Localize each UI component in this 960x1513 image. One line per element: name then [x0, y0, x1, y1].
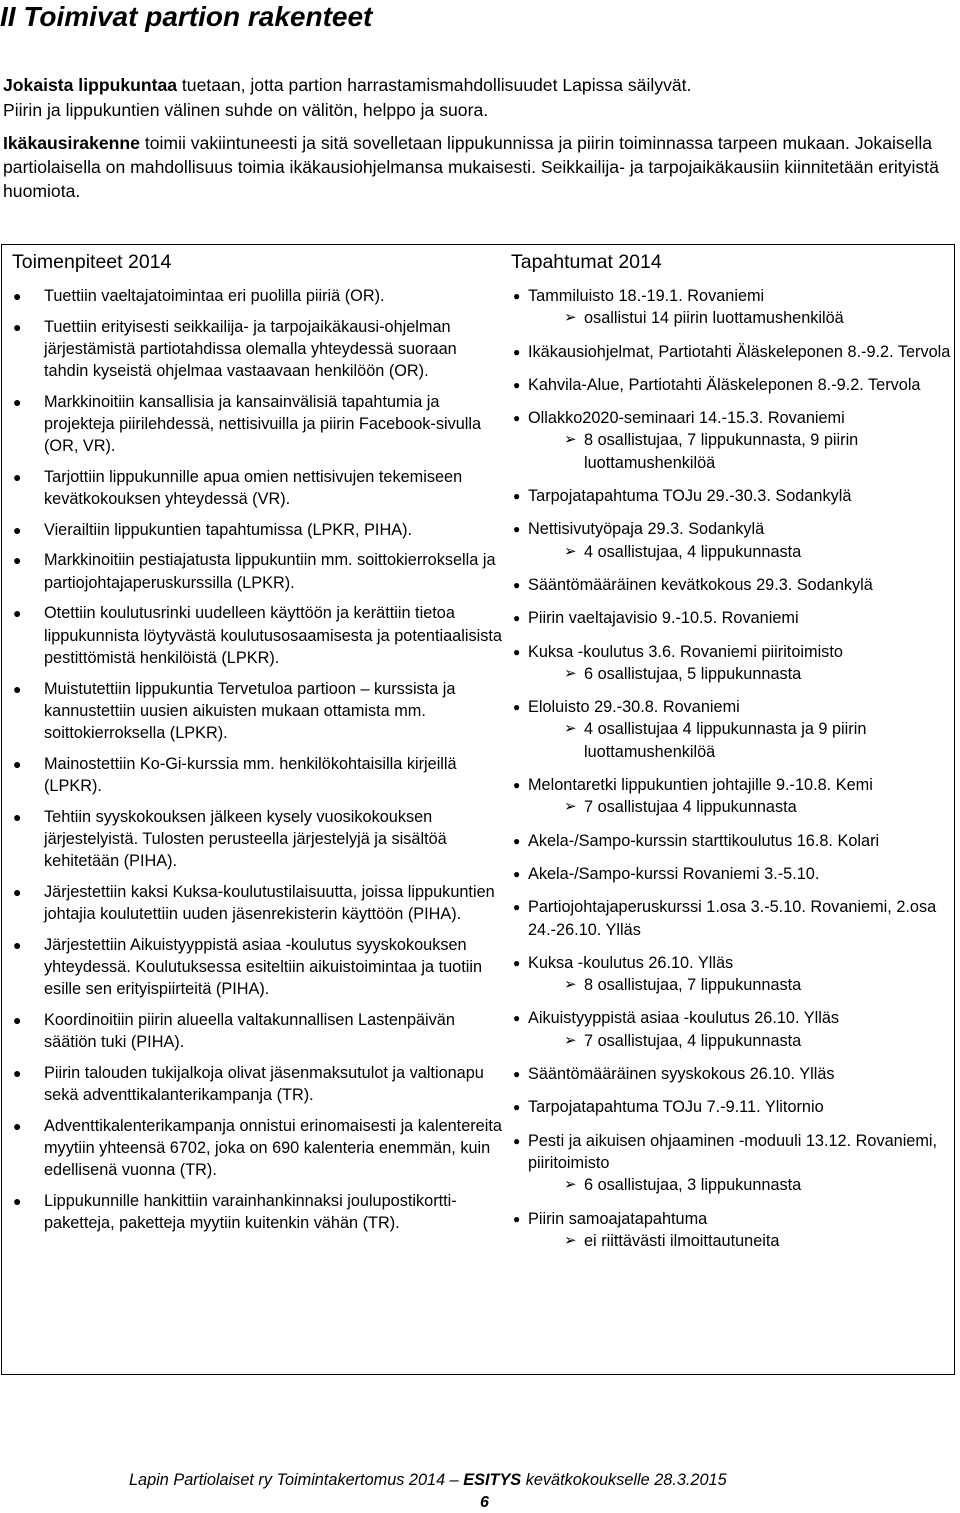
footer-bold: ESITYS [463, 1471, 522, 1489]
bullet-icon: ● [13, 1117, 22, 1134]
event-subitem [528, 541, 958, 563]
bullet-icon: ● [13, 605, 22, 622]
bullet-icon: ● [513, 1211, 521, 1226]
bullet-icon: ● [13, 318, 22, 335]
measure-item [13, 1115, 503, 1182]
event-subitem [528, 974, 958, 996]
event-item [513, 863, 958, 885]
event-item [513, 1096, 958, 1118]
event-text: Nettisivutyöpaja 29.3. Sodankylä [528, 520, 765, 539]
bullet-icon: ● [13, 936, 22, 953]
event-text: Tarpojatapahtuma TOJu 29.-30.3. Sodankylä [528, 487, 852, 506]
measure-text: Lippukunnille hankittiin varainhankinnaksi joulupostikortti-paketteja, paketteja myytiin kuitenkin vähän (TR). [44, 1191, 457, 1233]
event-item [513, 374, 958, 396]
arrow-bullet-icon: ➢ [564, 542, 577, 560]
event-item [513, 407, 958, 474]
event-subitem [528, 429, 958, 474]
bullet-icon: ● [513, 489, 521, 504]
event-text: Kuksa -koulutus 3.6. Rovaniemi piiritoimisto [528, 642, 843, 661]
measure-text: Muistutettiin lippukuntia Tervetuloa partioon – kurssista ja kannustettiin uusien aikuisten mukaan ottamista mm. soittokierroksella (LPKR). [44, 679, 456, 743]
measure-text: Piirin talouden tukijalkoja olivat jäsenmaksutulot ja valtionapu sekä adventtikalanterikampanja (TR). [44, 1063, 484, 1105]
event-subitem [528, 1230, 958, 1252]
measure-item [13, 549, 503, 594]
event-item [513, 607, 958, 629]
arrow-bullet-icon: ➢ [564, 1031, 577, 1049]
page-title: II Toimivat partion rakenteet [0, 1, 373, 32]
event-text: Akela-/Sampo-kurssi Rovaniemi 3.-5.10. [528, 864, 820, 883]
bullet-icon: ● [513, 778, 521, 793]
bullet-icon: ● [13, 680, 22, 697]
measure-text: Koordinoitiin piirin alueella valtakunnallisen Lastenpäivän säätiön tuki (PIHA). [44, 1010, 455, 1052]
event-text: Sääntömääräinen kevätkokous 29.3. Sodankylä [528, 575, 873, 594]
measure-item [13, 1062, 503, 1107]
measure-text: Järjestettiin kaksi Kuksa-koulutustilaisuutta, joissa lippukuntien johtajia koulutettiin uuden jäsenrekisterin käyttöön (PIHA). [44, 882, 495, 924]
event-item [513, 830, 958, 852]
measure-item [13, 881, 503, 926]
bullet-icon: ● [13, 1064, 22, 1081]
measure-text: Tuettiin erityisesti seikkailija- ja tarpojaikäkausi-ohjelman järjestämistä partiotahdissa olemalla yhteydessä suoraan tahdin kyseistä ohjelmaa vastaavaan henkilöön (OR). [44, 317, 457, 381]
arrow-bullet-icon: ➢ [564, 1231, 577, 1249]
event-text: Partiojohtajaperuskurssi 1.osa 3.-5.10. Rovaniemi, 2.osa 24.-26.10. Ylläs [528, 898, 937, 939]
event-text: Piirin samoajatapahtuma [528, 1209, 708, 1228]
measure-text: Tuettiin vaeltajatoimintaa eri puolilla piiriä (OR). [44, 287, 385, 305]
measures-list [13, 285, 503, 1243]
event-text: Melontaretki lippukuntien johtajille 9.-10.8. Kemi [528, 776, 873, 795]
bullet-icon: ● [13, 393, 22, 410]
bullet-icon: ● [13, 755, 22, 772]
footer [129, 1469, 727, 1491]
event-item [513, 341, 958, 363]
event-subitem [528, 1030, 958, 1052]
bullet-icon: ● [513, 900, 521, 915]
arrow-bullet-icon: ➢ [564, 798, 577, 816]
bullet-icon: ● [13, 468, 22, 485]
bullet-icon: ● [513, 1100, 521, 1115]
measure-item [13, 285, 503, 307]
event-subitem-text: 8 osallistujaa, 7 lippukunnasta, 9 piirin luottamushenkilöä [584, 431, 859, 472]
measure-text: Tehtiin syyskokouksen jälkeen kysely vuosikokouksen järjestelyistä. Tulosten perusteella järjestelyjä ja sisältöä kehitetään (PIHA). [44, 807, 447, 871]
bullet-icon: ● [513, 289, 521, 303]
measure-text: Tarjottiin lippukunnille apua omien nettisivujen tekemiseen kevätkokouksen yhteydessä (VR). [44, 467, 463, 509]
measure-item [13, 806, 503, 873]
event-item [513, 518, 958, 563]
measures-heading: Toimenpiteet 2014 [12, 251, 172, 273]
event-item [513, 1208, 958, 1253]
measure-item [13, 753, 503, 798]
intro-text-run: tuetaan, jotta partion harrastamismahdollisuudet Lapissa säilyvät. [177, 75, 692, 95]
event-subitem-text: 7 osallistujaa, 4 lippukunnasta [584, 1031, 802, 1050]
arrow-bullet-icon: ➢ [564, 1176, 577, 1194]
bullet-icon: ● [513, 1067, 521, 1082]
event-item [513, 1063, 958, 1085]
event-text: Kuksa -koulutus 26.10. Ylläs [528, 953, 734, 972]
bullet-icon: ● [513, 411, 521, 426]
event-text: Ollakko2020-seminaari 14.-15.3. Rovaniemi [528, 409, 845, 428]
event-subitem-text: 4 osallistujaa 4 lippukunnasta ja 9 piirin luottamushenkilöä [584, 720, 867, 761]
page-number: 6 [480, 1494, 489, 1511]
intro-paragraph [3, 98, 957, 122]
bullet-icon: ● [513, 577, 521, 592]
bullet-icon: ● [13, 808, 22, 825]
arrow-bullet-icon: ➢ [564, 309, 577, 327]
measure-text: Vierailtiin lippukuntien tapahtumissa (LPKR, PIHA). [44, 520, 413, 539]
event-text: Eloluisto 29.-30.8. Rovaniemi [528, 698, 740, 717]
bullet-icon: ● [13, 1192, 22, 1209]
event-subitem [528, 307, 958, 329]
event-subitem-text: osallistui 14 piirin luottamushenkilöä [584, 309, 844, 328]
measure-text: Järjestettiin Aikuistyyppistä asiaa -koulutus syyskokouksen yhteydessä. Koulutuksessa esiteltiin aikuistoimintaa ja tuotiin esille sen erityispiirteitä (PIHA). [44, 935, 483, 999]
measure-text: Adventtikalenterikampanja onnistui erinomaisesti ja kalentereita myytiin yhteensä 6702, joka on 690 kalenteria enemmän, kuin edellisenä vuonna (TR). [44, 1116, 502, 1180]
bullet-icon: ● [13, 552, 22, 569]
intro-text-run: Piirin ja lippukuntien välinen suhde on välitön, helppo ja suora. [3, 100, 489, 120]
bullet-icon: ● [513, 344, 521, 359]
footer-text: Lapin Partiolaiset ry Toimintakertomus 2014 – [129, 1471, 464, 1489]
event-item [513, 774, 958, 819]
intro-text [3, 73, 957, 212]
event-text: Aikuistyyppistä asiaa -koulutus 26.10. Ylläs [528, 1009, 840, 1028]
event-subitem-text: 8 osallistujaa, 7 lippukunnasta [584, 976, 802, 995]
intro-bold: Jokaista lippukuntaa [3, 75, 178, 95]
measure-item [13, 678, 503, 745]
bullet-icon: ● [513, 700, 521, 715]
bullet-icon: ● [513, 955, 521, 970]
event-text: Tammiluisto 18.-19.1. Rovaniemi [528, 287, 765, 305]
bullet-icon: ● [513, 1011, 521, 1026]
event-subitem-text: 7 osallistujaa 4 lippukunnasta [584, 798, 797, 817]
event-item [513, 485, 958, 507]
bullet-icon: ● [13, 1011, 22, 1028]
bullet-icon: ● [13, 883, 22, 900]
intro-paragraph [3, 131, 957, 203]
event-text: Ikäkausiohjelmat, Partiotahti Äläskeleponen 8.-9.2. Tervola [528, 342, 951, 361]
event-text: Sääntömääräinen syyskokous 26.10. Ylläs [528, 1065, 835, 1084]
intro-text-run: toimii vakiintuneesti ja sitä sovelletaan lippukunnissa ja piirin toiminnassa tarpeen mukaan. Jokaisella partiolaisella on mahdollisuus toimia ikäkausiohjelmansa mukaisesti. Seikkailija- ja tarpojaikäkausiin kiinnitetään erityistä huomiota. [3, 133, 939, 201]
measure-item [13, 391, 503, 458]
bullet-icon: ● [13, 521, 22, 538]
measure-text: Otettiin koulutusrinki uudelleen käyttöön ja kerättiin tietoa lippukunnista löytyvästä koulutusosaamisesta ja potentiaalisista pestittömistä henkilöistä (LPKR). [44, 604, 502, 667]
bullet-icon: ● [13, 288, 22, 304]
arrow-bullet-icon: ➢ [564, 720, 577, 738]
arrow-bullet-icon: ➢ [564, 976, 577, 994]
arrow-bullet-icon: ➢ [564, 431, 577, 449]
measure-item [13, 466, 503, 511]
event-subitem-text: 4 osallistujaa, 4 lippukunnasta [584, 542, 802, 561]
bullet-icon: ● [513, 522, 521, 537]
event-item [513, 574, 958, 596]
event-text: Tarpojatapahtuma TOJu 7.-9.11. Ylitornio [528, 1098, 824, 1117]
event-item [513, 896, 958, 941]
arrow-bullet-icon: ➢ [564, 664, 577, 682]
events-heading: Tapahtumat 2014 [511, 251, 662, 273]
events-list [513, 285, 958, 1263]
bullet-icon: ● [513, 644, 521, 659]
intro-bold: Ikäkausirakenne [3, 133, 140, 153]
measure-item [13, 1009, 503, 1054]
measure-item [13, 1190, 503, 1235]
event-item [513, 1007, 958, 1052]
bullet-icon: ● [513, 377, 521, 392]
event-subitem [528, 1174, 958, 1196]
measure-text: Mainostettiin Ko-Gi-kurssia mm. henkilökohtaisilla kirjeillä (LPKR). [44, 754, 457, 796]
event-item [513, 641, 958, 686]
event-text: Piirin vaeltajavisio 9.-10.5. Rovaniemi [528, 609, 799, 628]
measure-item [13, 519, 503, 541]
event-subitem-text: ei riittävästi ilmoittautuneita [584, 1231, 780, 1250]
event-subitem [528, 796, 958, 818]
measure-text: Markkinoitiin kansallisia ja kansainvälisiä tapahtumia ja projekteja piirilehdessä, nettisivuilla ja piirin Facebook-sivulla (OR, VR). [44, 392, 482, 456]
bullet-icon: ● [513, 1133, 521, 1148]
intro-paragraph [3, 73, 957, 97]
event-subitem-text: 6 osallistujaa, 3 lippukunnasta [584, 1176, 802, 1195]
event-subitem [528, 663, 958, 685]
event-subitem [528, 718, 958, 763]
event-item [513, 952, 958, 997]
footer-text: kevätkokoukselle 28.3.2015 [521, 1471, 727, 1489]
event-subitem-text: 6 osallistujaa, 5 lippukunnasta [584, 664, 802, 683]
measure-item [13, 316, 503, 383]
measure-item [13, 934, 503, 1001]
bullet-icon: ● [513, 833, 521, 848]
measure-text: Markkinoitiin pestiajatusta lippukuntiin mm. soittokierroksella ja partiojohtajaperuskurssilla (LPKR). [44, 551, 496, 592]
event-text: Kahvila-Alue, Partiotahti Äläskeleponen 8.-9.2. Tervola [528, 375, 921, 394]
event-item [513, 696, 958, 763]
event-item [513, 285, 958, 330]
bullet-icon: ● [513, 866, 521, 881]
event-text: Akela-/Sampo-kurssin starttikoulutus 16.8. Kolari [528, 831, 880, 850]
event-item [513, 1130, 958, 1197]
event-text: Pesti ja aikuisen ohjaaminen -moduuli 13.12. Rovaniemi, piiritoimisto [528, 1131, 938, 1172]
bullet-icon: ● [513, 611, 521, 626]
measure-item [13, 602, 503, 669]
